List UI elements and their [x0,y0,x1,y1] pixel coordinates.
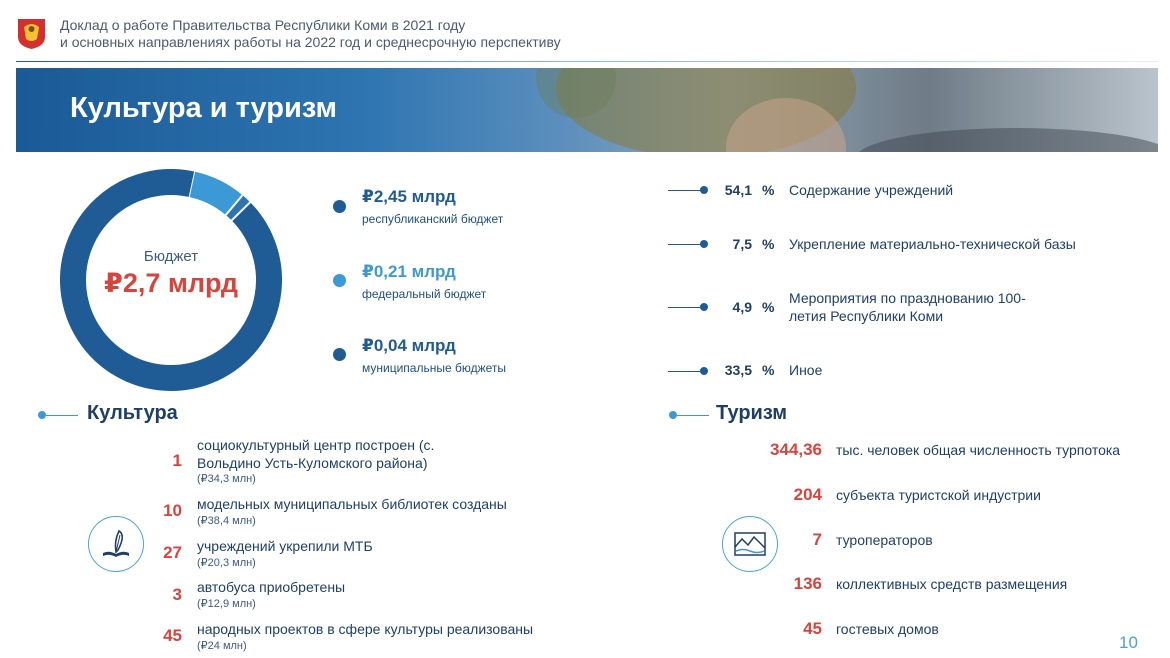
tourism-count: 344,36 [770,440,822,459]
tourism-item-text: коллективных средств размещения [836,576,1068,592]
row-dot [700,303,708,311]
tourism-section-marker [669,410,709,420]
row-dot [700,186,708,194]
tourism-count: 7 [812,530,822,549]
culture-item-text: модельных муниципальных библиотек созданы [197,496,507,512]
culture-section-marker [38,410,78,420]
spending-label: Содержание учреждений [789,182,954,198]
culture-item-cost: (₽12,9 млн) [197,598,256,610]
page-number: 10 [1119,633,1138,652]
culture-count: 45 [163,626,182,645]
row-line [668,190,704,191]
legend-dot-regional [333,200,346,213]
header-line-1: Доклад о работе Правительства Республики Коми в 2021 году [60,17,466,33]
row-dot [700,240,708,248]
spending-percent: 54,1 [724,182,752,198]
spending-percent: 33,5 [724,362,752,378]
culture-title: Культура [87,402,178,424]
donut-slice-federal [191,184,234,205]
book-feather-icon [88,516,144,572]
coat-of-arms-logo [16,17,47,50]
row-line [668,371,704,372]
budget-total: ₽2,7 млрд [104,268,238,298]
tourism-count: 45 [803,619,822,638]
culture-item-text: автобуса приобретены [197,579,346,595]
culture-item-text: учреждений укрепили МТБ [197,538,373,554]
section-banner [16,68,1158,152]
header-divider [16,61,1158,62]
tourism-item-text: субъекта туристской индустрии [836,487,1041,503]
tourism-count: 204 [793,485,822,504]
percent-sign: % [762,182,775,198]
culture-count: 10 [163,501,182,520]
row-line [668,307,704,308]
regional-budget-caption: республиканский бюджет [362,212,504,226]
percent-sign: % [762,236,775,252]
culture-count: 1 [172,451,182,470]
percent-sign: % [762,362,775,378]
legend-dot-municipal [333,348,346,361]
row-dot [700,367,708,375]
spending-percent: 4,9 [732,299,752,315]
federal-budget-caption: федеральный бюджет [362,287,487,301]
culture-item-cost: (₽24 млн) [197,640,247,652]
tourism-item-text: гостевых домов [836,621,939,637]
spending-label: Укрепление материально-технической базы [789,236,1076,252]
culture-item-cost: (₽20,3 млн) [197,557,256,569]
tourism-item-text: тыс. человек общая численность турпотока [836,442,1121,458]
culture-count: 3 [172,585,182,604]
page-title: Культура и туризм [70,92,337,124]
spending-percent: 7,5 [732,236,752,252]
culture-item-text: народных проектов в сфере культуры реализованы [197,621,534,637]
tourism-count: 136 [793,574,822,593]
municipal-budget-value: ₽0,04 млрд [362,336,456,355]
culture-count: 27 [163,543,182,562]
report-header [60,17,561,51]
header-line-2: и основных направлениях работы на 2022 год и среднесрочную перспективу [60,34,561,50]
spending-label: Иное [789,362,823,378]
federal-budget-value: ₽0,21 млрд [362,262,456,281]
culture-item-cost: (₽34,3 млн) [197,473,256,485]
budget-label: Бюджет [143,248,199,265]
tourism-title: Туризм [716,402,788,424]
spending-label: Мероприятия по празднованию 100-летия Республики Коми [789,290,1026,324]
tourism-item-text: туроператоров [836,532,933,548]
legend-dot-federal [333,274,346,287]
donut-slice-municipal [234,205,241,211]
row-line [668,244,704,245]
culture-item-cost: (₽38,4 млн) [197,515,256,527]
municipal-budget-caption: муниципальные бюджеты [362,361,507,375]
regional-budget-value: ₽2,45 млрд [362,187,456,206]
culture-item-text: социокультурный центр построен (с. Вольдино Усть-Куломского района) [197,437,435,471]
percent-sign: % [762,299,775,315]
